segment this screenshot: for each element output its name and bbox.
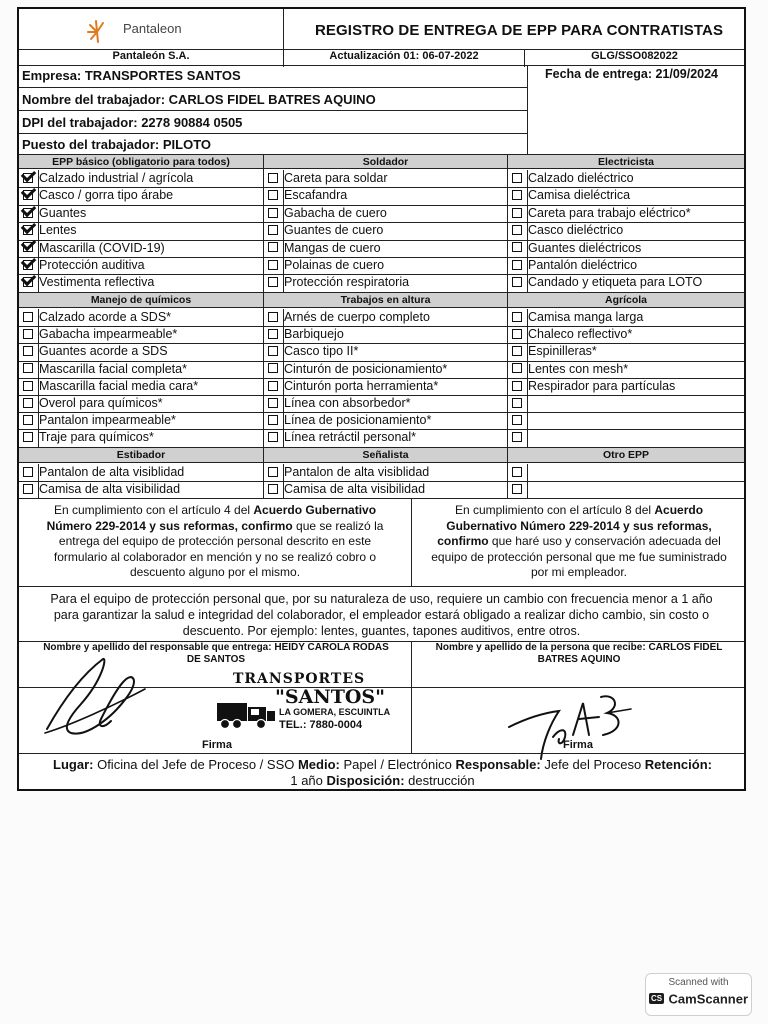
checklist-label: Camisa manga larga (528, 310, 644, 324)
checked-checkbox-icon[interactable] (23, 190, 33, 200)
checkbox-icon[interactable] (268, 312, 278, 322)
checklist-label: Barbiquejo (284, 327, 344, 342)
checklist-item (264, 395, 507, 412)
section-otro: Otro EPP (508, 447, 744, 463)
checklist-item (264, 205, 507, 222)
checklist-label: Mascarilla facial media cara* (39, 378, 199, 393)
checklist-item (19, 274, 263, 291)
checklist-item (19, 326, 263, 343)
checkbox-icon[interactable] (268, 260, 278, 270)
checklist-item (508, 412, 744, 429)
checklist-item (508, 240, 744, 257)
checklist-item (508, 464, 744, 481)
checkbox-icon[interactable] (268, 208, 278, 218)
checklist-label: Casco tipo II* (284, 344, 359, 359)
checklist-item (264, 464, 507, 481)
checkbox-icon[interactable] (268, 363, 278, 373)
checklist-item (19, 412, 263, 429)
checkbox-icon[interactable] (23, 467, 33, 477)
checklist-item (19, 205, 263, 222)
checklist-label: Camisa de alta visibilidad (39, 482, 181, 496)
checkbox-icon[interactable] (512, 398, 522, 408)
section-agricola: Agrícola (508, 292, 744, 308)
camscanner-badge (645, 973, 752, 1016)
checklist-item (264, 481, 507, 498)
checkbox-icon[interactable] (268, 398, 278, 408)
checkbox-icon[interactable] (268, 467, 278, 477)
section-quimicos: Manejo de químicos (19, 292, 263, 308)
checklist-label: Calzado industrial / agrícola (39, 171, 194, 185)
notice-paragraph: Para el equipo de protección personal que, por su naturaleza de uso, requiere un cambio con frecuencia menor a 1 año para garantizar la salud e integridad del colaborador, el empleador estará obligado a realizar dicho cambio, sin costo o descuento. Por ejemplo: lentes, guantes, tapones auditivos, entre otros. (50, 592, 713, 638)
checked-checkbox-icon[interactable] (23, 277, 33, 287)
checklist-item (264, 222, 507, 239)
epp-form (17, 7, 746, 791)
checklist-item (508, 274, 744, 291)
checklist-item (264, 412, 507, 429)
checklist-label: Careta para soldar (284, 171, 388, 185)
empresa: Empresa: TRANSPORTES SANTOS (22, 68, 241, 83)
checkbox-icon[interactable] (268, 346, 278, 356)
checkbox-icon[interactable] (512, 415, 522, 425)
checklist-item (264, 274, 507, 291)
checklist-label: Pantalón dieléctrico (528, 258, 638, 272)
checklist-label: Gabacha de cuero (284, 205, 387, 220)
checklist-label: Chaleco reflectivo* (528, 327, 633, 342)
checklist-label: Línea con absorbedor* (284, 396, 411, 410)
checklist-label: Camisa de alta visibilidad (284, 482, 426, 496)
logo-text: Pantaleon (123, 21, 182, 36)
checklist-label: Cinturón porta herramienta* (284, 378, 439, 393)
checklist-item (19, 395, 263, 412)
checklist-label: Polainas de cuero (284, 258, 385, 272)
checkbox-icon[interactable] (268, 432, 278, 442)
form-title: REGISTRO DE ENTREGA DE EPP PARA CONTRATISTAS (315, 22, 724, 39)
checkbox-icon[interactable] (268, 173, 278, 183)
checklist-item (19, 464, 263, 481)
checklist-item (508, 170, 744, 187)
fecha-entrega: Fecha de entrega: 21/09/2024 (545, 67, 719, 81)
compliance-recibe: En cumplimiento con el artículo 8 del Acuerdo Gubernativo Número 229-2014 y sus reformas, confirmo que haré uso y conservación adecuada del equipo de protección personal que me fue suministrado por mi empleador. (431, 503, 727, 579)
checklist-label: Candado y etiqueta para LOTO (528, 275, 703, 290)
checklist-label: Guantes acorde a SDS (39, 344, 168, 359)
checkbox-icon[interactable] (23, 346, 33, 356)
checkbox-icon[interactable] (512, 242, 522, 252)
camscanner-text: CamScanner (668, 991, 749, 1007)
checklist-label: Línea de posicionamiento* (284, 413, 432, 428)
checklist-label: Protección respiratoria (284, 275, 410, 290)
checklist-label: Pantalon impearmeable* (39, 413, 176, 428)
checklist-item (19, 481, 263, 498)
checkbox-icon[interactable] (268, 329, 278, 339)
checklist-label: Respirador para partículas (528, 378, 676, 393)
checkbox-icon[interactable] (512, 260, 522, 270)
logo (85, 17, 115, 47)
update-date: Actualización 01: 06-07-2022 (329, 50, 479, 62)
checklist-label: Guantes de cuero (284, 223, 384, 238)
checklist-label: Guantes (39, 205, 87, 220)
checkbox-icon[interactable] (23, 432, 33, 442)
checklist-label: Calzado acorde a SDS* (39, 310, 172, 324)
checkbox-icon[interactable] (512, 346, 522, 356)
checklist-label: Camisa dieléctrica (528, 188, 631, 203)
checklist-label: Casco / gorra tipo árabe (39, 188, 174, 203)
checklist-item (19, 257, 263, 274)
checklist-label: Arnés de cuerpo completo (284, 310, 430, 324)
checklist-item (264, 429, 507, 446)
checklist-item (508, 429, 744, 446)
checked-checkbox-icon[interactable] (23, 173, 33, 183)
checkbox-icon[interactable] (512, 329, 522, 339)
checkbox-icon[interactable] (268, 225, 278, 235)
checkbox-icon[interactable] (23, 363, 33, 373)
checkbox-icon[interactable] (512, 173, 522, 183)
checkbox-icon[interactable] (23, 329, 33, 339)
checkbox-icon[interactable] (512, 277, 522, 287)
checklist-label: Escafandra (284, 188, 348, 203)
checklist-item (264, 309, 507, 326)
stamp-line-3: LA GOMERA, ESCUINTLA (279, 707, 391, 717)
checklist-item (508, 309, 744, 326)
firma-left-label: Firma (202, 739, 232, 751)
section-altura: Trabajos en altura (264, 292, 507, 308)
checkbox-icon[interactable] (268, 415, 278, 425)
entrega-label: Nombre y apellido del responsable que entrega: HEIDY CAROLA RODAS DE SANTOS (43, 642, 389, 665)
signature-entrega (41, 649, 151, 741)
checklist-label: Gabacha impearmeable* (39, 327, 178, 342)
checkbox-icon[interactable] (23, 381, 33, 391)
checkbox-icon[interactable] (23, 415, 33, 425)
checked-checkbox-icon[interactable] (23, 242, 33, 252)
checkbox-icon[interactable] (512, 190, 522, 200)
checklist-label: Espinilleras* (528, 344, 597, 359)
checklist-label: Lentes (39, 223, 77, 238)
checkbox-icon[interactable] (512, 363, 522, 373)
compliance-entrega: En cumplimiento con el artículo 4 del Acuerdo Gubernativo Número 229-2014 y sus reformas, confirmo que se realizó la entrega del equipo de protección personal descrito en este formulario al colaborador en mención y no se realizó cobro o descuento alguno por el mismo. (46, 503, 384, 579)
checkbox-icon[interactable] (268, 242, 278, 252)
checklist-item (264, 343, 507, 360)
document-code: GLG/SSO082022 (591, 50, 678, 62)
recibe-label: Nombre y apellido de la persona que recibe: CARLOS FIDEL BATRES AQUINO (435, 642, 723, 665)
checkbox-icon[interactable] (268, 190, 278, 200)
checkbox-icon[interactable] (268, 277, 278, 287)
checklist-item (19, 187, 263, 204)
checklist-item (508, 205, 744, 222)
checklist-item (264, 361, 507, 378)
company-stamp (215, 671, 405, 741)
stamp-line-4: TEL.: 7880-0004 (279, 719, 363, 731)
checked-checkbox-icon[interactable] (23, 260, 33, 270)
checklist-item (508, 187, 744, 204)
firma-right-label: Firma (563, 739, 593, 751)
camscanner-logo-icon: CS (650, 994, 663, 1004)
checklist-item (264, 240, 507, 257)
checklist-label: Protección auditiva (39, 258, 145, 272)
checkbox-icon[interactable] (23, 484, 33, 494)
stamp-line-2: "SANTOS" (275, 686, 386, 708)
pantaleon-logo-icon (85, 17, 115, 47)
checklist-item (508, 361, 744, 378)
checkbox-icon[interactable] (512, 208, 522, 218)
checklist-item (264, 187, 507, 204)
checklist-label: Mangas de cuero (284, 240, 381, 255)
checklist-label: Lentes con mesh* (528, 361, 629, 376)
checklist-item (508, 378, 744, 395)
checklist-label: Mascarilla (COVID-19) (39, 240, 165, 255)
checklist-label: Línea retráctil personal* (284, 430, 417, 445)
checklist-label: Pantalon de alta visiblidad (39, 465, 185, 479)
checklist-label: Careta para trabajo eléctrico* (528, 205, 691, 220)
checklist-item (508, 326, 744, 343)
checklist-item (264, 378, 507, 395)
stamp-line-1: TRANSPORTES (233, 671, 366, 687)
checklist-item (19, 240, 263, 257)
checklist-item (508, 481, 744, 498)
checklist-label: Casco dieléctrico (528, 223, 624, 238)
checklist-item (19, 222, 263, 239)
checklist-label: Guantes dieléctricos (528, 240, 642, 255)
checked-checkbox-icon[interactable] (23, 225, 33, 235)
checklist-label: Vestimenta reflectiva (39, 275, 155, 290)
checklist-label: Traje para químicos* (39, 430, 154, 445)
checklist-label: Pantalon de alta visiblidad (284, 465, 430, 479)
section-electricista: Electricista (508, 155, 744, 169)
puesto-trabajador: Puesto del trabajador: PILOTO (22, 137, 212, 152)
checklist-item (19, 361, 263, 378)
checklist-label: Mascarilla facial completa* (39, 361, 187, 376)
checkbox-icon[interactable] (512, 432, 522, 442)
checklist-item (508, 395, 744, 412)
checkbox-icon[interactable] (268, 484, 278, 494)
checkbox-icon[interactable] (23, 398, 33, 408)
checklist-item (264, 170, 507, 187)
checkbox-icon[interactable] (512, 381, 522, 391)
checklist-label: Calzado dieléctrico (528, 171, 634, 185)
section-basico: EPP básico (obligatorio para todos) (19, 155, 263, 169)
section-senalista: Señalista (264, 447, 507, 463)
truck-icon (215, 697, 277, 731)
checklist-label: Overol para químicos* (39, 396, 163, 410)
checklist-item (508, 222, 744, 239)
checklist-item (19, 429, 263, 446)
checked-checkbox-icon[interactable] (23, 208, 33, 218)
checkbox-icon[interactable] (512, 484, 522, 494)
checklist-item (19, 309, 263, 326)
checkbox-icon[interactable] (23, 312, 33, 322)
company-name: Pantaleón S.A. (112, 50, 190, 62)
checklist-item (19, 170, 263, 187)
scanned-with-text: Scanned with (668, 977, 729, 988)
checklist-item (508, 257, 744, 274)
checklist-label: Cinturón de posicionamiento* (284, 361, 448, 376)
checklist-item (19, 343, 263, 360)
checklist-item (19, 378, 263, 395)
checkbox-icon[interactable] (512, 225, 522, 235)
section-soldador: Soldador (264, 155, 507, 169)
checklist-item (264, 257, 507, 274)
section-estibador: Estibador (19, 447, 263, 463)
checklist-item (508, 343, 744, 360)
dpi-trabajador: DPI del trabajador: 2278 90884 0505 (22, 115, 243, 130)
nombre-trabajador: Nombre del trabajador: CARLOS FIDEL BATRES AQUINO (22, 92, 376, 107)
checkbox-icon[interactable] (512, 467, 522, 477)
checkbox-icon[interactable] (268, 381, 278, 391)
checklist-item (264, 326, 507, 343)
footer-record-info: Lugar: Oficina del Jefe de Proceso / SSO Medio: Papel / Electrónico Responsable: Jefe del Proceso Retención: 1 año Disposición: destrucción (53, 757, 712, 788)
checkbox-icon[interactable] (512, 312, 522, 322)
